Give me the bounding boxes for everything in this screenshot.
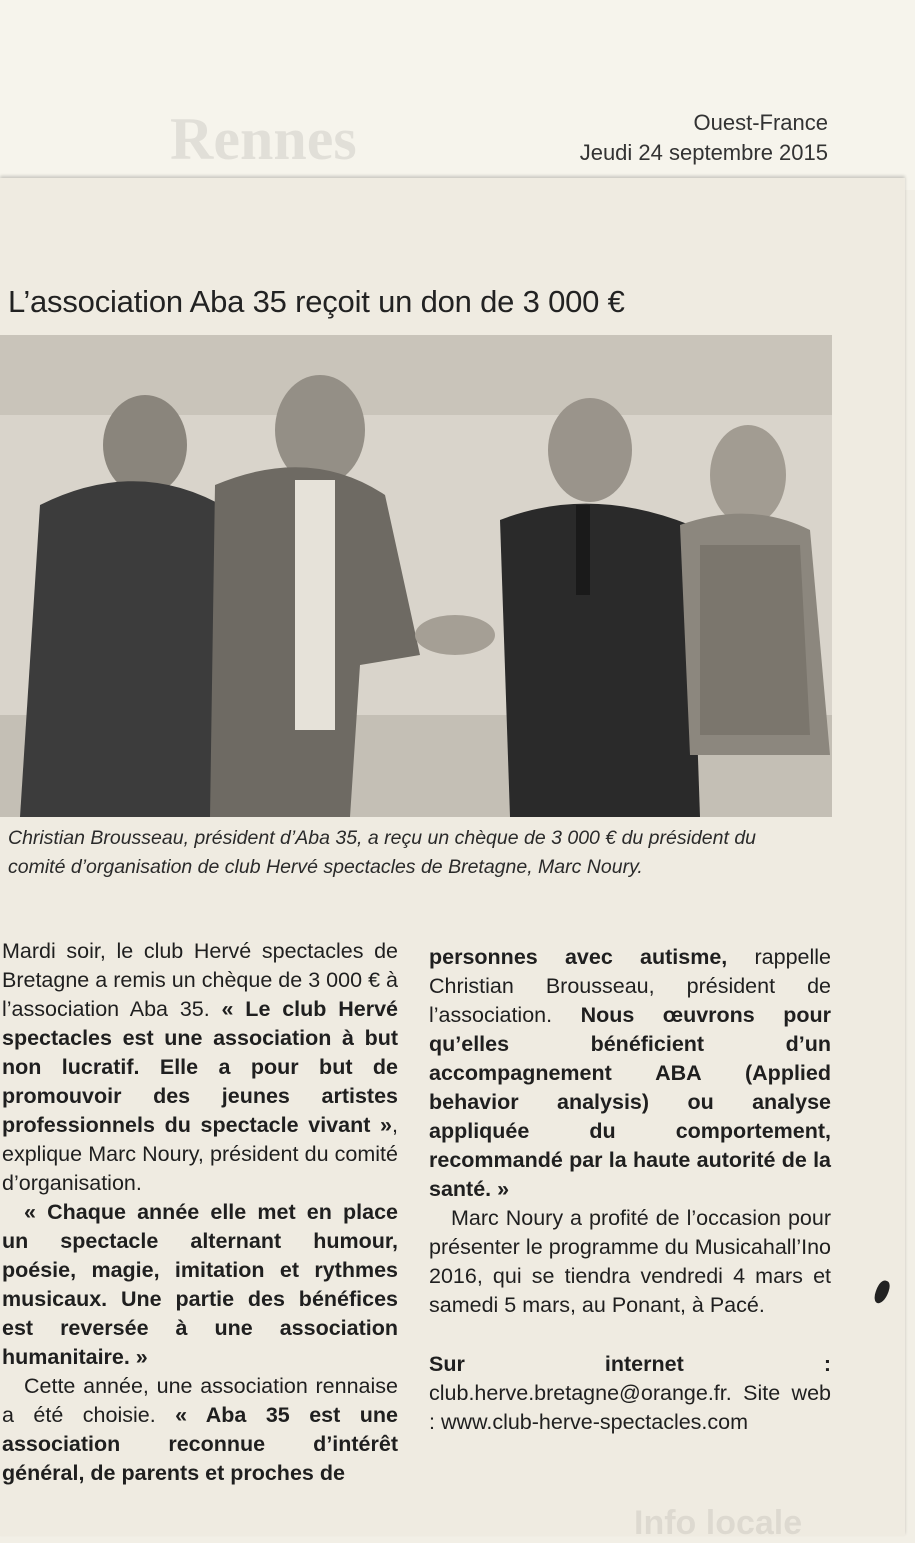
- web-info: [429, 1350, 831, 1437]
- article-column-right: [429, 943, 831, 1437]
- paragraph: [429, 943, 831, 1204]
- source-block: [580, 108, 828, 168]
- quote: « Aba 35 est une association reconnue d’intérêt général, de parents et proches de: [2, 1403, 398, 1485]
- headline: L’association Aba 35 reçoit un don de 3 000 €: [8, 282, 888, 322]
- quote-paragraph: « Chaque année elle met en place un spectacle alternant humour, poésie, magie, imitation et rythmes musicaux. Une partie des bénéfices est reversée à une association humanitaire. »: [2, 1200, 398, 1369]
- text: Mardi soir, le club Hervé spectacles de Bretagne a remis un chèque de 3 000 € à l’association Aba 35.: [2, 939, 398, 1021]
- photo-caption: Christian Brousseau, président d’Aba 35, a reçu un chèque de 3 000 € du président du comité d’organisation de club Hervé spectacles de Bretagne, Marc Noury.: [8, 827, 757, 878]
- show-through-text-bottom: Info locale: [634, 1504, 803, 1542]
- text: , explique Marc Noury, président du comité d’organisation.: [2, 1113, 398, 1195]
- quote: Nous œuvrons pour qu’elles bénéficient d’un accompagnement ABA (Applied behavior analysis) ou analyse appliquée du comportement, recommandé par la haute autorité de la santé. »: [429, 1003, 831, 1201]
- web-text: club.herve.bretagne@orange.fr. Site web : www.club-herve-spectacles.com: [429, 1381, 831, 1434]
- article-photo: [0, 335, 832, 817]
- paragraph: Marc Noury a profité de l’occasion pour présenter le programme du Musicahall’Ino 2016, qui se tiendra vendredi 4 mars et samedi 5 mars, au Ponant, à Pacé.: [429, 1206, 831, 1317]
- paragraph: [2, 1372, 398, 1488]
- publication-date: Jeudi 24 septembre 2015: [579, 140, 828, 165]
- quote: « Le club Hervé spectacles est une association à but non lucratif. Elle a pour but de promouvoir des jeunes artistes professionnels du spectacle vivant »: [2, 997, 398, 1137]
- text: Cette année, une association rennaise a été choisie.: [2, 1374, 398, 1427]
- quote: personnes avec autisme,: [429, 945, 728, 969]
- web-label: Sur internet :: [429, 1352, 831, 1376]
- text: rappelle Christian Brousseau, président de l’association.: [429, 945, 831, 1027]
- photo-illustration: [0, 335, 832, 817]
- paragraph: [2, 937, 398, 1198]
- publication-name: Ouest-France: [693, 110, 828, 135]
- show-through-text: Rennes: [170, 106, 357, 172]
- article-column-left: [2, 937, 398, 1488]
